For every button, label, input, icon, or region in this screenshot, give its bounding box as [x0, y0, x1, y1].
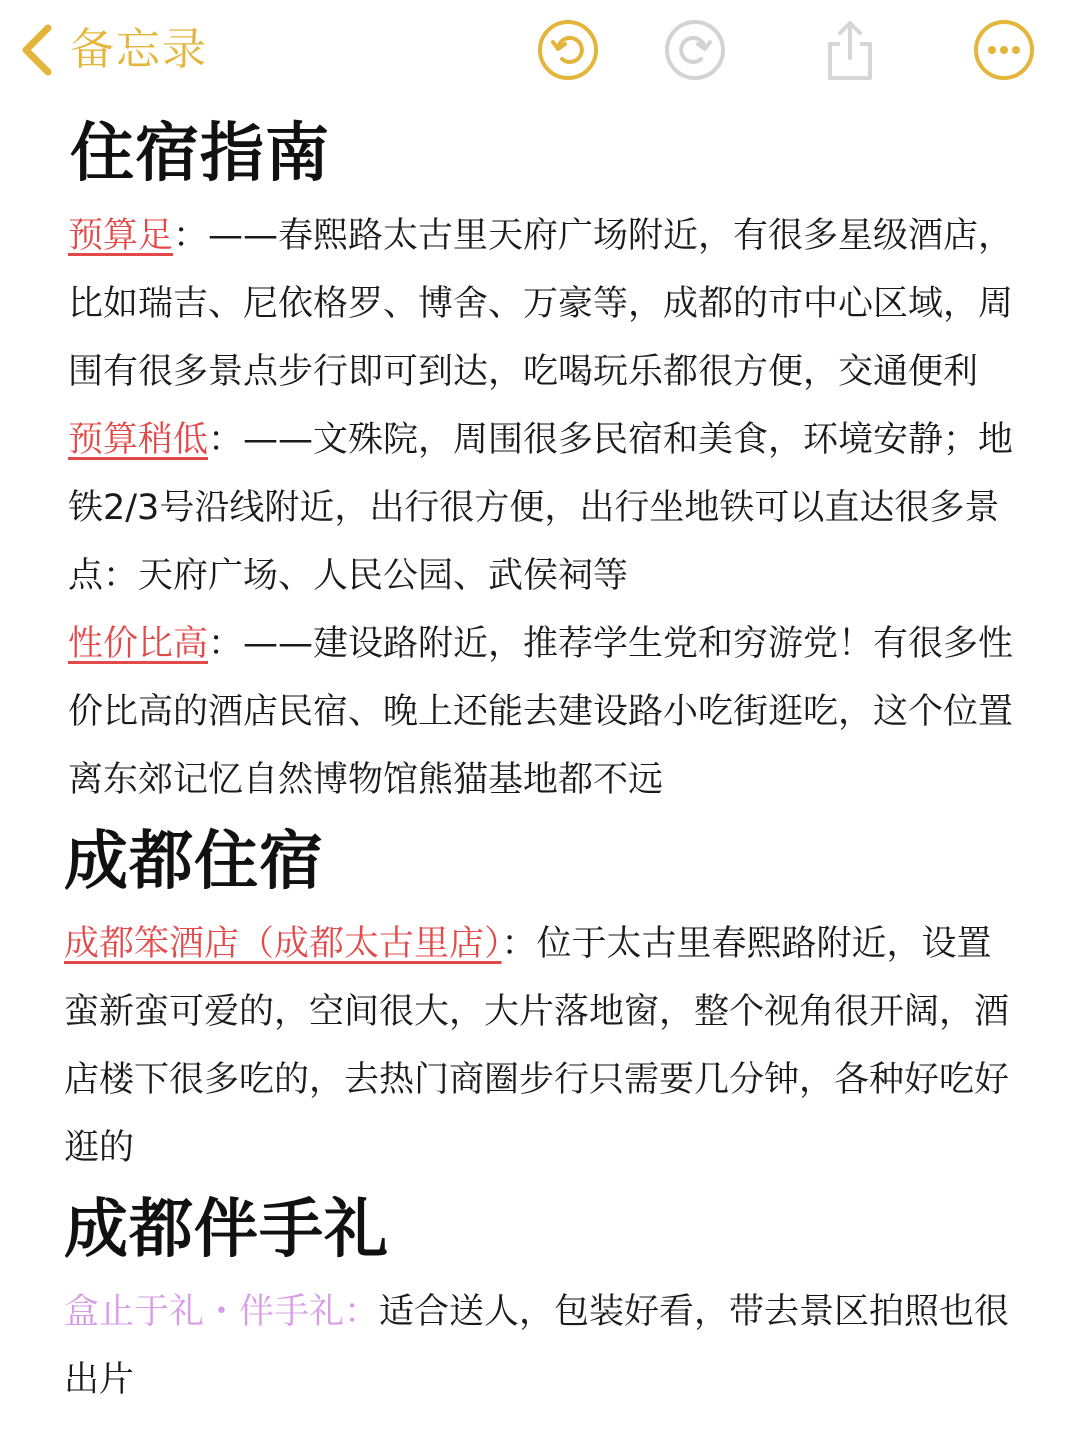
paragraph-text: 适合送人，包装好看，带去景区拍照也很出片: [64, 1292, 1010, 1400]
label-separator: ：: [208, 624, 244, 664]
undo-button[interactable]: [536, 18, 600, 82]
label-souvenir: 盒止于礼・伴手礼：: [64, 1292, 380, 1332]
label-value: 性价比高: [68, 624, 209, 664]
label-budget-high: 预算足: [68, 216, 174, 256]
label-hotel-name: 成都笨酒店（成都太古里店）: [64, 924, 502, 964]
section-heading: 成都伴手礼: [64, 1193, 389, 1267]
label-separator: ：: [173, 216, 209, 256]
redo-icon: [663, 18, 727, 82]
chevron-left-icon: [18, 22, 58, 78]
paragraph-budget-high: [68, 202, 1024, 406]
paragraph-value: [68, 610, 1024, 814]
more-options-button[interactable]: [972, 18, 1036, 82]
section-heading: 成都住宿: [64, 825, 324, 899]
more-icon: [972, 18, 1036, 82]
paragraph-text: ——春熙路太古里天府广场附近，有很多星级酒店，比如瑞吉、尼依格罗、博舍、万豪等，成都的市中心区域，周围有很多景点步行即可到达，吃喝玩乐都很方便，交通便利: [68, 216, 1014, 392]
label-separator: ：: [208, 420, 244, 460]
back-button[interactable]: [18, 18, 208, 82]
paragraph-text: ——建设路附近，推荐学生党和穷游党！有很多性价比高的酒店民宿、晚上还能去建设路小吃街逛吃，这个位置离东郊记忆自然博物馆熊猫基地都不远: [68, 624, 1014, 800]
paragraph-budget-low: [68, 406, 1024, 610]
section-heading: 住宿指南: [70, 117, 330, 191]
back-label: 备忘录: [70, 24, 208, 75]
section-chengdu-accommodation: [0, 814, 1080, 1182]
section-chengdu-souvenirs: [0, 1182, 1080, 1414]
paragraph-text: ——文殊院，周围很多民宿和美食，环境安静；地铁2/3号沿线附近，出行很方便，出行坐地铁可以直达很多景点：天府广场、人民公园、武侯祠等: [68, 420, 1014, 596]
share-button[interactable]: [818, 18, 882, 82]
label-separator: ：: [501, 924, 537, 964]
undo-icon: [536, 18, 600, 82]
paragraph-hotel: [64, 910, 1020, 1182]
redo-button[interactable]: [663, 18, 727, 82]
label-budget-low: 预算稍低: [68, 420, 209, 460]
paragraph-souvenir: [64, 1278, 1020, 1414]
navigation-bar: [0, 0, 1080, 100]
paragraph-text: 位于太古里春熙路附近，设置蛮新蛮可爱的，空间很大，大片落地窗，整个视角很开阔，酒店楼下很多吃的，去热门商圈步行只需要几分钟，各种好吃好逛的: [64, 924, 1010, 1168]
section-accommodation-guide: [0, 100, 1080, 814]
share-icon: [818, 18, 882, 82]
note-body[interactable]: [0, 100, 1080, 1414]
